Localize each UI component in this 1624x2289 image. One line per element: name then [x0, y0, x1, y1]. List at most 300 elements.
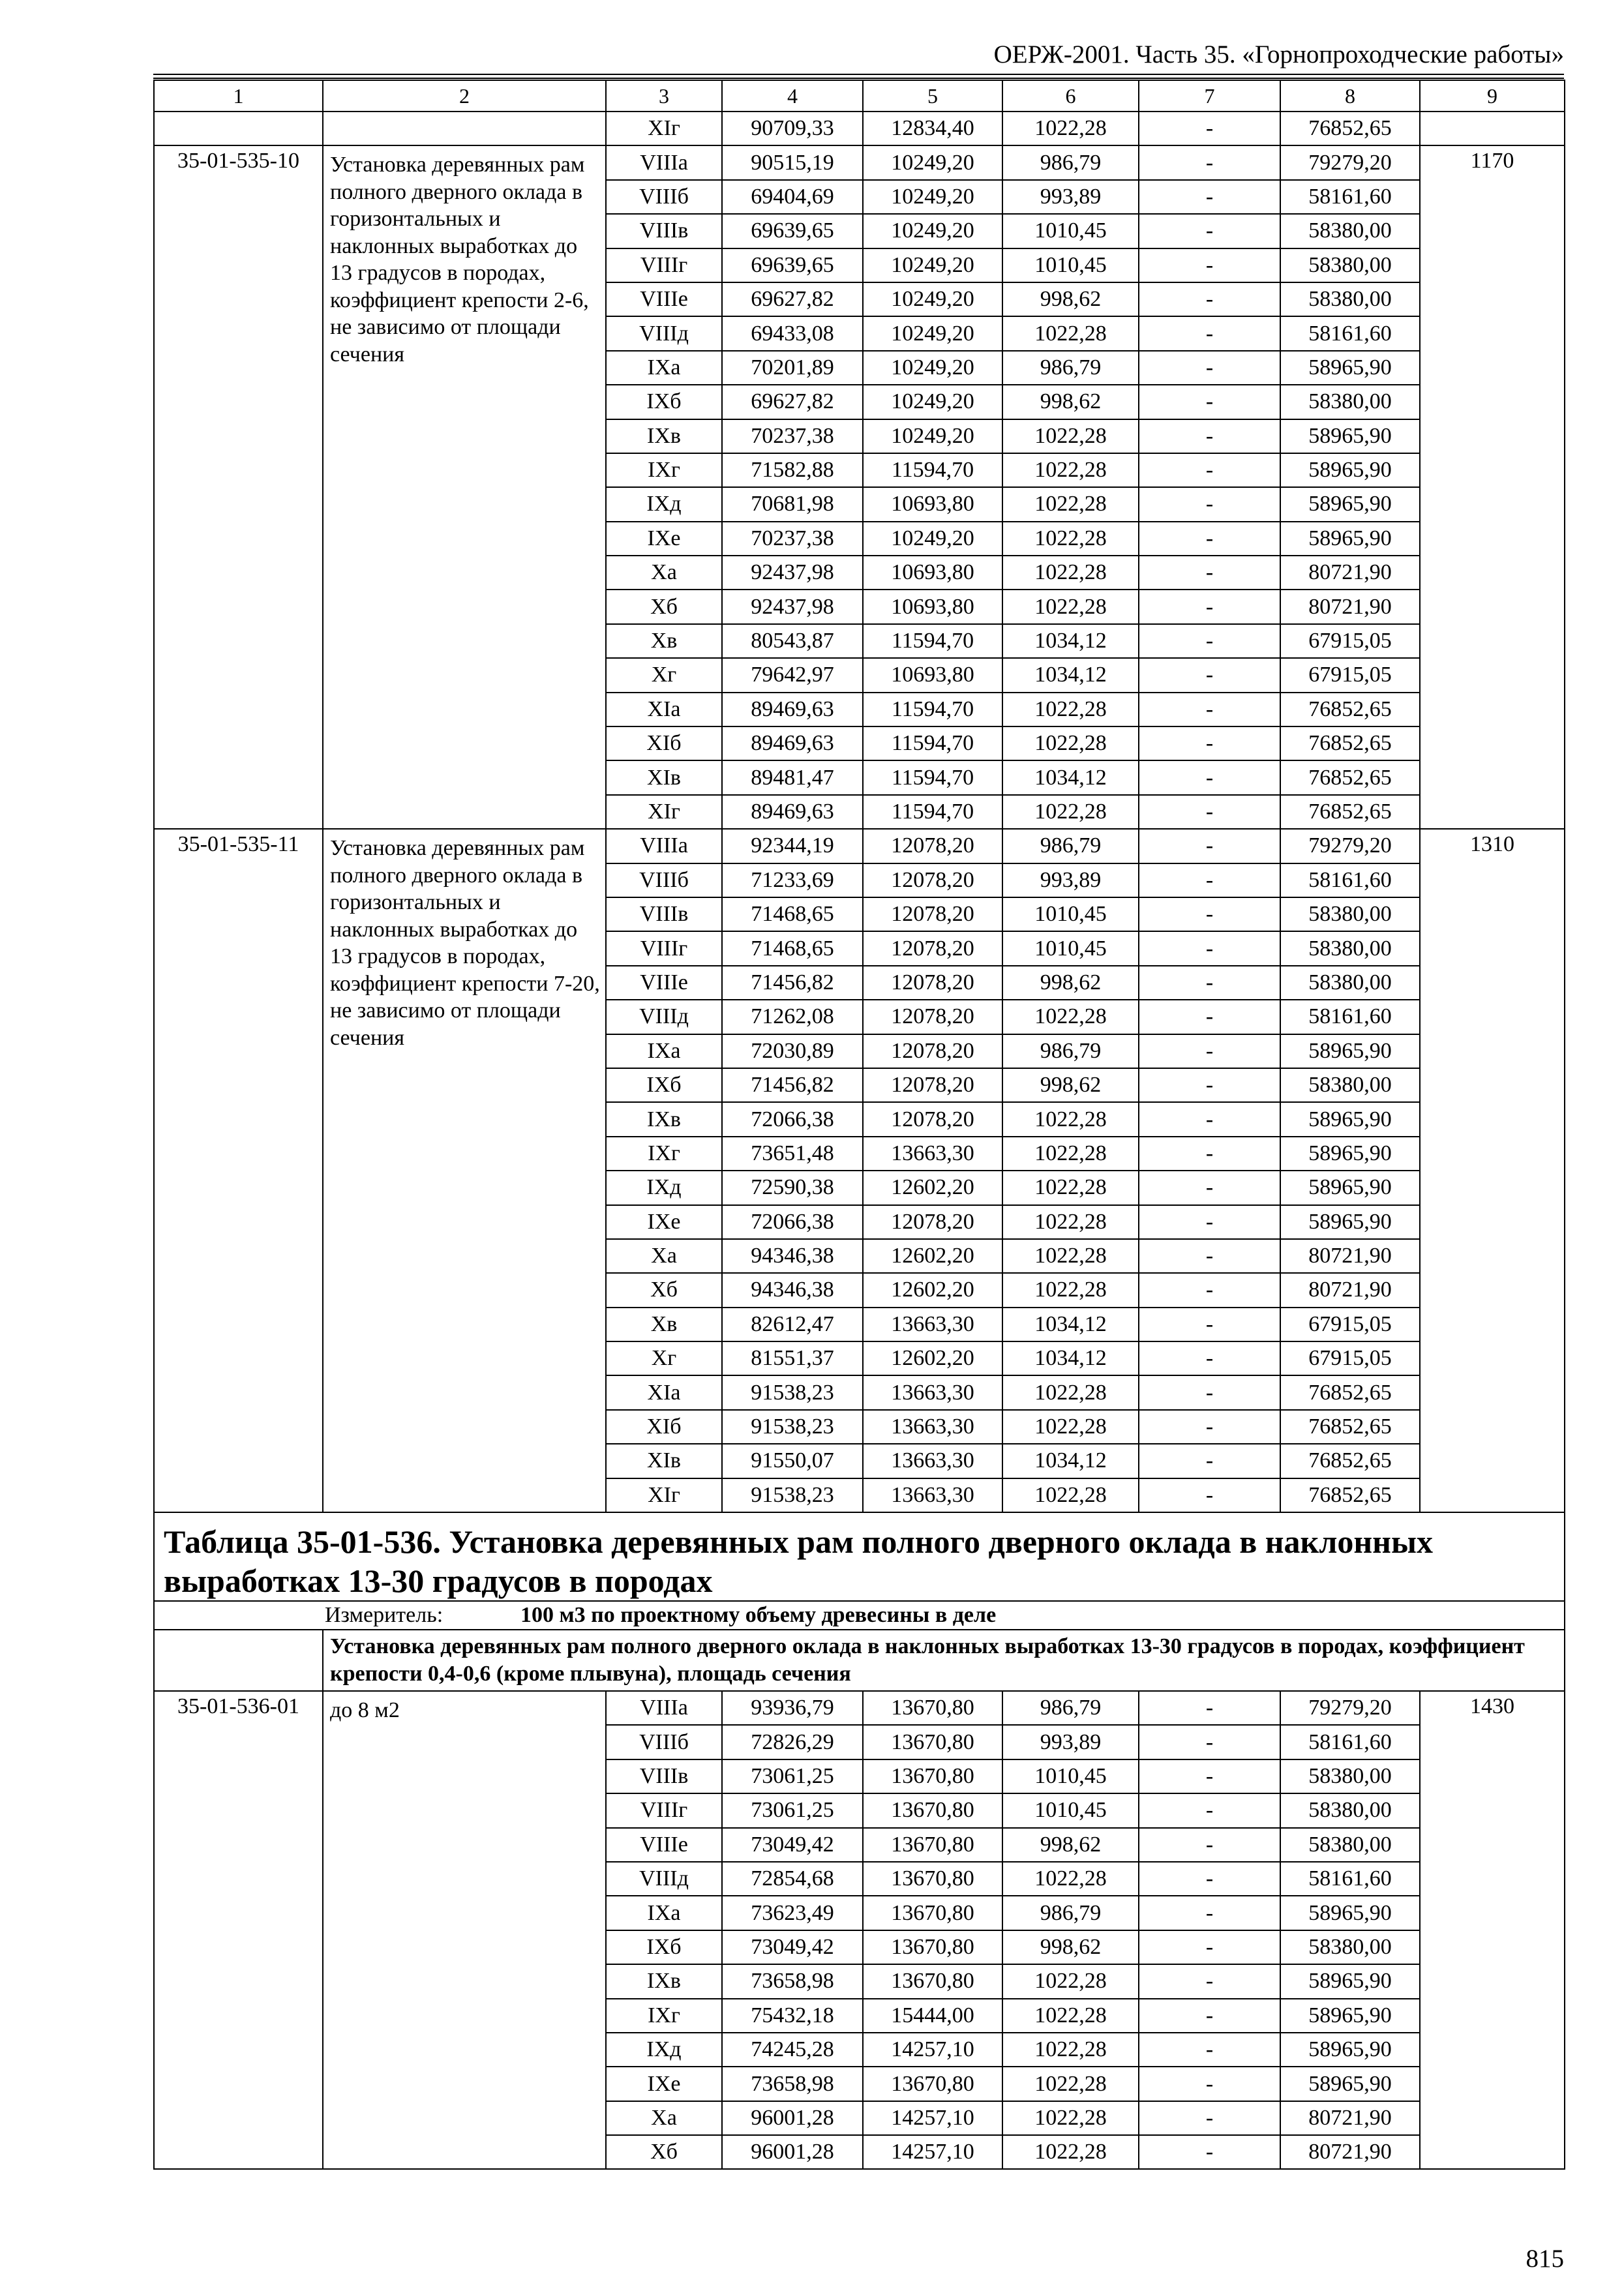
machine-cell: 1022,28	[1002, 2101, 1139, 2135]
materials-cell: 80721,90	[1280, 1239, 1420, 1273]
zone-cell: IXд	[606, 487, 722, 521]
wage-cell: 10249,20	[863, 351, 1002, 385]
driver-wage-cell: -	[1139, 556, 1280, 590]
total-cost-cell: 75432,18	[722, 1999, 863, 2033]
machine-cell: 1022,28	[1002, 1239, 1139, 1273]
total-cost-cell: 72066,38	[722, 1102, 863, 1136]
driver-wage-cell: -	[1139, 1478, 1280, 1512]
machine-cell: 1034,12	[1002, 1341, 1139, 1375]
materials-cell: 58380,00	[1280, 966, 1420, 1000]
machine-cell: 1022,28	[1002, 1137, 1139, 1171]
materials-cell: 76852,65	[1280, 1478, 1420, 1512]
driver-wage-cell: -	[1139, 487, 1280, 521]
driver-wage-cell: -	[1139, 180, 1280, 214]
measure-row	[154, 1601, 1565, 1630]
driver-wage-cell: -	[1139, 590, 1280, 623]
driver-wage-cell: -	[1139, 1964, 1280, 1998]
total-cost-cell: 71468,65	[722, 931, 863, 965]
driver-wage-cell: -	[1139, 1341, 1280, 1375]
machine-cell: 1022,28	[1002, 2135, 1139, 2169]
zone-cell: VIIIе	[606, 1828, 722, 1862]
driver-wage-cell: -	[1139, 726, 1280, 760]
driver-wage-cell: -	[1139, 624, 1280, 658]
driver-wage-cell: -	[1139, 2135, 1280, 2169]
zone-cell: IXв	[606, 1102, 722, 1136]
materials-cell: 58161,60	[1280, 1725, 1420, 1759]
driver-wage-cell: -	[1139, 1691, 1280, 1725]
machine-cell: 1022,28	[1002, 1999, 1139, 2033]
materials-cell: 58965,90	[1280, 487, 1420, 521]
materials-cell: 80721,90	[1280, 2135, 1420, 2169]
materials-cell: 58965,90	[1280, 1034, 1420, 1068]
zone-cell: VIIIе	[606, 282, 722, 316]
materials-cell: 58965,90	[1280, 1205, 1420, 1239]
zone-cell: XIв	[606, 760, 722, 794]
machine-cell: 1022,28	[1002, 1478, 1139, 1512]
wage-cell: 13670,80	[863, 1862, 1002, 1896]
materials-cell: 67915,05	[1280, 1341, 1420, 1375]
materials-cell: 79279,20	[1280, 145, 1420, 179]
driver-wage-cell: -	[1139, 1137, 1280, 1171]
wage-cell: 11594,70	[863, 453, 1002, 487]
zone-cell: XIг	[606, 1478, 722, 1512]
driver-wage-cell: -	[1139, 1862, 1280, 1896]
driver-wage-cell: -	[1139, 1930, 1280, 1964]
machine-cell: 1022,28	[1002, 2067, 1139, 2101]
rate-code: 35-01-536-01	[154, 1691, 323, 2169]
machine-cell: 1022,28	[1002, 1375, 1139, 1409]
machine-cell: 1022,28	[1002, 726, 1139, 760]
materials-cell: 58161,60	[1280, 863, 1420, 897]
wage-cell: 13663,30	[863, 1137, 1002, 1171]
machine-cell: 986,79	[1002, 829, 1139, 863]
machine-cell: 998,62	[1002, 385, 1139, 419]
total-cost-cell: 82612,47	[722, 1308, 863, 1341]
zone-cell: VIIIб	[606, 1725, 722, 1759]
materials-cell: 58965,90	[1280, 2033, 1420, 2067]
wage-cell: 13670,80	[863, 1793, 1002, 1827]
machine-cell: 1022,28	[1002, 795, 1139, 829]
machine-cell: 986,79	[1002, 1691, 1139, 1725]
wage-cell: 12078,20	[863, 897, 1002, 931]
zone-cell: XIа	[606, 1375, 722, 1409]
machine-cell: 1022,28	[1002, 590, 1139, 623]
wage-cell: 12078,20	[863, 966, 1002, 1000]
column-header: 9	[1420, 80, 1565, 112]
driver-wage-cell: -	[1139, 2067, 1280, 2101]
machine-cell: 1010,45	[1002, 214, 1139, 248]
wage-cell: 13670,80	[863, 1930, 1002, 1964]
value-cell: 90709,33	[722, 112, 863, 145]
machine-cell: 1010,45	[1002, 897, 1139, 931]
estimate-table	[153, 80, 1565, 2170]
driver-wage-cell: -	[1139, 385, 1280, 419]
driver-wage-cell: -	[1139, 1444, 1280, 1478]
zone-cell: VIIIг	[606, 931, 722, 965]
zone-cell: VIIIе	[606, 966, 722, 1000]
total-cost-cell: 71456,82	[722, 1068, 863, 1102]
materials-cell: 58965,90	[1280, 1102, 1420, 1136]
driver-wage-cell: -	[1139, 282, 1280, 316]
zone-cell: VIIIв	[606, 897, 722, 931]
materials-cell: 58965,90	[1280, 1964, 1420, 1998]
driver-wage-cell: -	[1139, 966, 1280, 1000]
total-cost-cell: 73651,48	[722, 1137, 863, 1171]
total-cost-cell: 91538,23	[722, 1410, 863, 1444]
zone-cell: IXб	[606, 1930, 722, 1964]
driver-wage-cell: -	[1139, 1999, 1280, 2033]
wage-cell: 11594,70	[863, 624, 1002, 658]
total-cost-cell: 70681,98	[722, 487, 863, 521]
machine-cell: 1022,28	[1002, 1862, 1139, 1896]
wage-cell: 10249,20	[863, 214, 1002, 248]
running-header: ОЕРЖ-2001. Часть 35. «Горнопроходческие работы»	[993, 40, 1564, 68]
driver-wage-cell: -	[1139, 1725, 1280, 1759]
driver-wage-cell: -	[1139, 897, 1280, 931]
column-header: 1	[154, 80, 323, 112]
machine-cell: 1022,28	[1002, 453, 1139, 487]
wage-cell: 11594,70	[863, 726, 1002, 760]
zone-cell: Xб	[606, 1273, 722, 1307]
continuation-row	[154, 112, 1565, 145]
materials-cell: 80721,90	[1280, 590, 1420, 623]
value-cell: 12834,40	[863, 112, 1002, 145]
driver-wage-cell: -	[1139, 1308, 1280, 1341]
total-cost-cell: 69639,65	[722, 248, 863, 282]
driver-wage-cell: -	[1139, 453, 1280, 487]
total-cost-cell: 90515,19	[722, 145, 863, 179]
zone-cell: Xб	[606, 590, 722, 623]
driver-wage-cell: -	[1139, 1828, 1280, 1862]
zone-cell: Xа	[606, 1239, 722, 1273]
materials-cell: 58380,00	[1280, 248, 1420, 282]
column-header: 7	[1139, 80, 1280, 112]
total-cost-cell: 73061,25	[722, 1793, 863, 1827]
wage-cell: 13670,80	[863, 1725, 1002, 1759]
machine-cell: 1010,45	[1002, 931, 1139, 965]
code-cell	[154, 1630, 323, 1691]
column-header: 4	[722, 80, 863, 112]
total-cost-cell: 71468,65	[722, 897, 863, 931]
materials-cell: 58380,00	[1280, 931, 1420, 965]
total-cost-cell: 93936,79	[722, 1691, 863, 1725]
materials-cell: 67915,05	[1280, 1308, 1420, 1341]
column-header: 5	[863, 80, 1002, 112]
wage-cell: 11594,70	[863, 795, 1002, 829]
section-title: Таблица 35-01-536. Установка деревянных рам полного дверного оклада в наклонных выработках 13-30 градусов в породах	[154, 1512, 1565, 1601]
materials-cell: 58380,00	[1280, 1930, 1420, 1964]
value-cell: -	[1139, 112, 1280, 145]
materials-cell: 58380,00	[1280, 897, 1420, 931]
measure-value: 100 м3 по проектному объему древесины в деле	[520, 1603, 997, 1628]
subheading-row	[154, 1630, 1565, 1691]
wage-cell: 13670,80	[863, 1896, 1002, 1930]
zone-cell: IXд	[606, 1171, 722, 1204]
materials-cell: 58380,00	[1280, 1828, 1420, 1862]
total-cost-cell: 71582,88	[722, 453, 863, 487]
zone-cell: Xв	[606, 1308, 722, 1341]
machine-cell: 1022,28	[1002, 2033, 1139, 2067]
driver-wage-cell: -	[1139, 829, 1280, 863]
total-cost-cell: 71456,82	[722, 966, 863, 1000]
total-cost-cell: 89469,63	[722, 693, 863, 726]
total-cost-cell: 96001,28	[722, 2101, 863, 2135]
materials-cell: 58380,00	[1280, 1068, 1420, 1102]
total-cost-cell: 70237,38	[722, 419, 863, 453]
driver-wage-cell: -	[1139, 1375, 1280, 1409]
zone-cell: VIIIв	[606, 214, 722, 248]
driver-wage-cell: -	[1139, 1896, 1280, 1930]
wage-cell: 10249,20	[863, 248, 1002, 282]
rate-code: 35-01-535-11	[154, 829, 323, 1512]
materials-cell: 58965,90	[1280, 453, 1420, 487]
zone-cell: VIIIб	[606, 180, 722, 214]
materials-cell: 80721,90	[1280, 1273, 1420, 1307]
labor-cost: 1430	[1420, 1691, 1565, 2169]
total-cost-cell: 89469,63	[722, 726, 863, 760]
wage-cell: 10249,20	[863, 180, 1002, 214]
total-cost-cell: 91538,23	[722, 1478, 863, 1512]
code-cell	[154, 112, 323, 145]
zone-cell: VIIIг	[606, 248, 722, 282]
measure-cell	[154, 1601, 1565, 1630]
wage-cell: 12602,20	[863, 1341, 1002, 1375]
zone-cell: IXа	[606, 1034, 722, 1068]
materials-cell: 76852,65	[1280, 760, 1420, 794]
machine-cell: 986,79	[1002, 1034, 1139, 1068]
total-cost-cell: 91538,23	[722, 1375, 863, 1409]
wage-cell: 12078,20	[863, 829, 1002, 863]
wage-cell: 10249,20	[863, 145, 1002, 179]
wage-cell: 10249,20	[863, 385, 1002, 419]
page-number: 815	[1526, 2245, 1564, 2273]
zone-cell: VIIIа	[606, 1691, 722, 1725]
wage-cell: 13663,30	[863, 1375, 1002, 1409]
materials-cell: 58965,90	[1280, 1137, 1420, 1171]
total-cost-cell: 73658,98	[722, 1964, 863, 1998]
materials-cell: 58161,60	[1280, 1000, 1420, 1034]
machine-cell: 1034,12	[1002, 624, 1139, 658]
wage-cell: 14257,10	[863, 2101, 1002, 2135]
zone-cell: IXб	[606, 1068, 722, 1102]
total-cost-cell: 69433,08	[722, 316, 863, 350]
wage-cell: 15444,00	[863, 1999, 1002, 2033]
materials-cell: 58965,90	[1280, 351, 1420, 385]
machine-cell: 993,89	[1002, 1725, 1139, 1759]
machine-cell: 998,62	[1002, 1828, 1139, 1862]
column-header: 8	[1280, 80, 1420, 112]
wage-cell: 10693,80	[863, 658, 1002, 692]
driver-wage-cell: -	[1139, 1793, 1280, 1827]
zone-cell: XIг	[606, 795, 722, 829]
machine-cell: 1022,28	[1002, 1000, 1139, 1034]
wage-cell: 12078,20	[863, 931, 1002, 965]
wage-cell: 10249,20	[863, 316, 1002, 350]
wage-cell: 13670,80	[863, 1691, 1002, 1725]
driver-wage-cell: -	[1139, 658, 1280, 692]
machine-cell: 1010,45	[1002, 248, 1139, 282]
wage-cell: 13663,30	[863, 1444, 1002, 1478]
wage-cell: 10249,20	[863, 522, 1002, 556]
total-cost-cell: 69627,82	[722, 385, 863, 419]
zone-cell: XIв	[606, 1444, 722, 1478]
zone-cell: XIг	[606, 112, 722, 145]
materials-cell: 58161,60	[1280, 1862, 1420, 1896]
value-cell: 1022,28	[1002, 112, 1139, 145]
wage-cell: 10249,20	[863, 282, 1002, 316]
driver-wage-cell: -	[1139, 1102, 1280, 1136]
wage-cell: 10249,20	[863, 419, 1002, 453]
materials-cell: 58965,90	[1280, 522, 1420, 556]
zone-cell: IXе	[606, 2067, 722, 2101]
machine-cell: 986,79	[1002, 145, 1139, 179]
machine-cell: 1022,28	[1002, 1102, 1139, 1136]
total-cost-cell: 72854,68	[722, 1862, 863, 1896]
machine-cell: 1022,28	[1002, 316, 1139, 350]
driver-wage-cell: -	[1139, 316, 1280, 350]
machine-cell: 1022,28	[1002, 1171, 1139, 1204]
machine-cell: 998,62	[1002, 966, 1139, 1000]
materials-cell: 58965,90	[1280, 1171, 1420, 1204]
table-row	[154, 145, 1565, 179]
driver-wage-cell: -	[1139, 1410, 1280, 1444]
zone-cell: VIIIа	[606, 145, 722, 179]
total-cost-cell: 72826,29	[722, 1725, 863, 1759]
machine-cell: 998,62	[1002, 1068, 1139, 1102]
labor-cost: 1310	[1420, 829, 1565, 1512]
measure-label: Измеритель:	[325, 1603, 444, 1628]
materials-cell: 76852,65	[1280, 1410, 1420, 1444]
total-cost-cell: 70237,38	[722, 522, 863, 556]
materials-cell: 58965,90	[1280, 2067, 1420, 2101]
total-cost-cell: 72030,89	[722, 1034, 863, 1068]
zone-cell: Xв	[606, 624, 722, 658]
wage-cell: 10693,80	[863, 556, 1002, 590]
wage-cell: 11594,70	[863, 693, 1002, 726]
materials-cell: 67915,05	[1280, 658, 1420, 692]
zone-cell: IXг	[606, 453, 722, 487]
driver-wage-cell: -	[1139, 2033, 1280, 2067]
materials-cell: 58380,00	[1280, 1793, 1420, 1827]
machine-cell: 1022,28	[1002, 1410, 1139, 1444]
total-cost-cell: 94346,38	[722, 1273, 863, 1307]
machine-cell: 1034,12	[1002, 1308, 1139, 1341]
machine-cell: 1022,28	[1002, 522, 1139, 556]
driver-wage-cell: -	[1139, 1273, 1280, 1307]
wage-cell: 12078,20	[863, 1102, 1002, 1136]
machine-cell: 986,79	[1002, 1896, 1139, 1930]
zone-cell: VIIIг	[606, 1793, 722, 1827]
labor-cell	[1420, 112, 1565, 145]
total-cost-cell: 73049,42	[722, 1828, 863, 1862]
driver-wage-cell: -	[1139, 760, 1280, 794]
materials-cell: 76852,65	[1280, 693, 1420, 726]
header-rule	[153, 74, 1564, 79]
zone-cell: VIIIд	[606, 1862, 722, 1896]
zone-cell: IXа	[606, 351, 722, 385]
driver-wage-cell: -	[1139, 351, 1280, 385]
total-cost-cell: 81551,37	[722, 1341, 863, 1375]
total-cost-cell: 69404,69	[722, 180, 863, 214]
driver-wage-cell: -	[1139, 145, 1280, 179]
total-cost-cell: 94346,38	[722, 1239, 863, 1273]
total-cost-cell: 72066,38	[722, 1205, 863, 1239]
materials-cell: 58161,60	[1280, 180, 1420, 214]
driver-wage-cell: -	[1139, 419, 1280, 453]
materials-cell: 76852,65	[1280, 726, 1420, 760]
driver-wage-cell: -	[1139, 1239, 1280, 1273]
zone-cell: XIб	[606, 726, 722, 760]
materials-cell: 67915,05	[1280, 624, 1420, 658]
wage-cell: 12078,20	[863, 1034, 1002, 1068]
driver-wage-cell: -	[1139, 1171, 1280, 1204]
machine-cell: 1022,28	[1002, 693, 1139, 726]
total-cost-cell: 89481,47	[722, 760, 863, 794]
total-cost-cell: 92437,98	[722, 556, 863, 590]
driver-wage-cell: -	[1139, 931, 1280, 965]
materials-cell: 76852,65	[1280, 795, 1420, 829]
section-title-row	[154, 1512, 1565, 1601]
materials-cell: 76852,65	[1280, 1444, 1420, 1478]
wage-cell: 12602,20	[863, 1273, 1002, 1307]
total-cost-cell: 80543,87	[722, 624, 863, 658]
driver-wage-cell: -	[1139, 522, 1280, 556]
wage-cell: 12078,20	[863, 1000, 1002, 1034]
zone-cell: Xа	[606, 2101, 722, 2135]
machine-cell: 998,62	[1002, 1930, 1139, 1964]
rate-description: до 8 м2	[323, 1691, 606, 2169]
machine-cell: 1022,28	[1002, 1964, 1139, 1998]
materials-cell: 58965,90	[1280, 1896, 1420, 1930]
driver-wage-cell: -	[1139, 1068, 1280, 1102]
driver-wage-cell: -	[1139, 214, 1280, 248]
wage-cell: 14257,10	[863, 2135, 1002, 2169]
materials-cell: 58380,00	[1280, 385, 1420, 419]
total-cost-cell: 73623,49	[722, 1896, 863, 1930]
materials-cell: 58161,60	[1280, 316, 1420, 350]
wage-cell: 10693,80	[863, 487, 1002, 521]
machine-cell: 993,89	[1002, 863, 1139, 897]
machine-cell: 1034,12	[1002, 760, 1139, 794]
labor-cost: 1170	[1420, 145, 1565, 829]
wage-cell: 10693,80	[863, 590, 1002, 623]
machine-cell: 1022,28	[1002, 487, 1139, 521]
materials-cell: 58380,00	[1280, 214, 1420, 248]
total-cost-cell: 70201,89	[722, 351, 863, 385]
materials-cell: 79279,20	[1280, 829, 1420, 863]
zone-cell: VIIIд	[606, 316, 722, 350]
driver-wage-cell: -	[1139, 1000, 1280, 1034]
machine-cell: 986,79	[1002, 351, 1139, 385]
materials-cell: 58965,90	[1280, 419, 1420, 453]
total-cost-cell: 89469,63	[722, 795, 863, 829]
table-body	[154, 80, 1565, 2169]
wage-cell: 13670,80	[863, 1964, 1002, 1998]
total-cost-cell: 92344,19	[722, 829, 863, 863]
zone-cell: IXа	[606, 1896, 722, 1930]
wage-cell: 14257,10	[863, 2033, 1002, 2067]
column-header: 6	[1002, 80, 1139, 112]
machine-cell: 1022,28	[1002, 1205, 1139, 1239]
machine-cell: 1034,12	[1002, 1444, 1139, 1478]
materials-cell: 79279,20	[1280, 1691, 1420, 1725]
machine-cell: 1022,28	[1002, 556, 1139, 590]
total-cost-cell: 73049,42	[722, 1930, 863, 1964]
machine-cell: 993,89	[1002, 180, 1139, 214]
total-cost-cell: 73061,25	[722, 1759, 863, 1793]
total-cost-cell: 71233,69	[722, 863, 863, 897]
materials-cell: 76852,65	[1280, 1375, 1420, 1409]
